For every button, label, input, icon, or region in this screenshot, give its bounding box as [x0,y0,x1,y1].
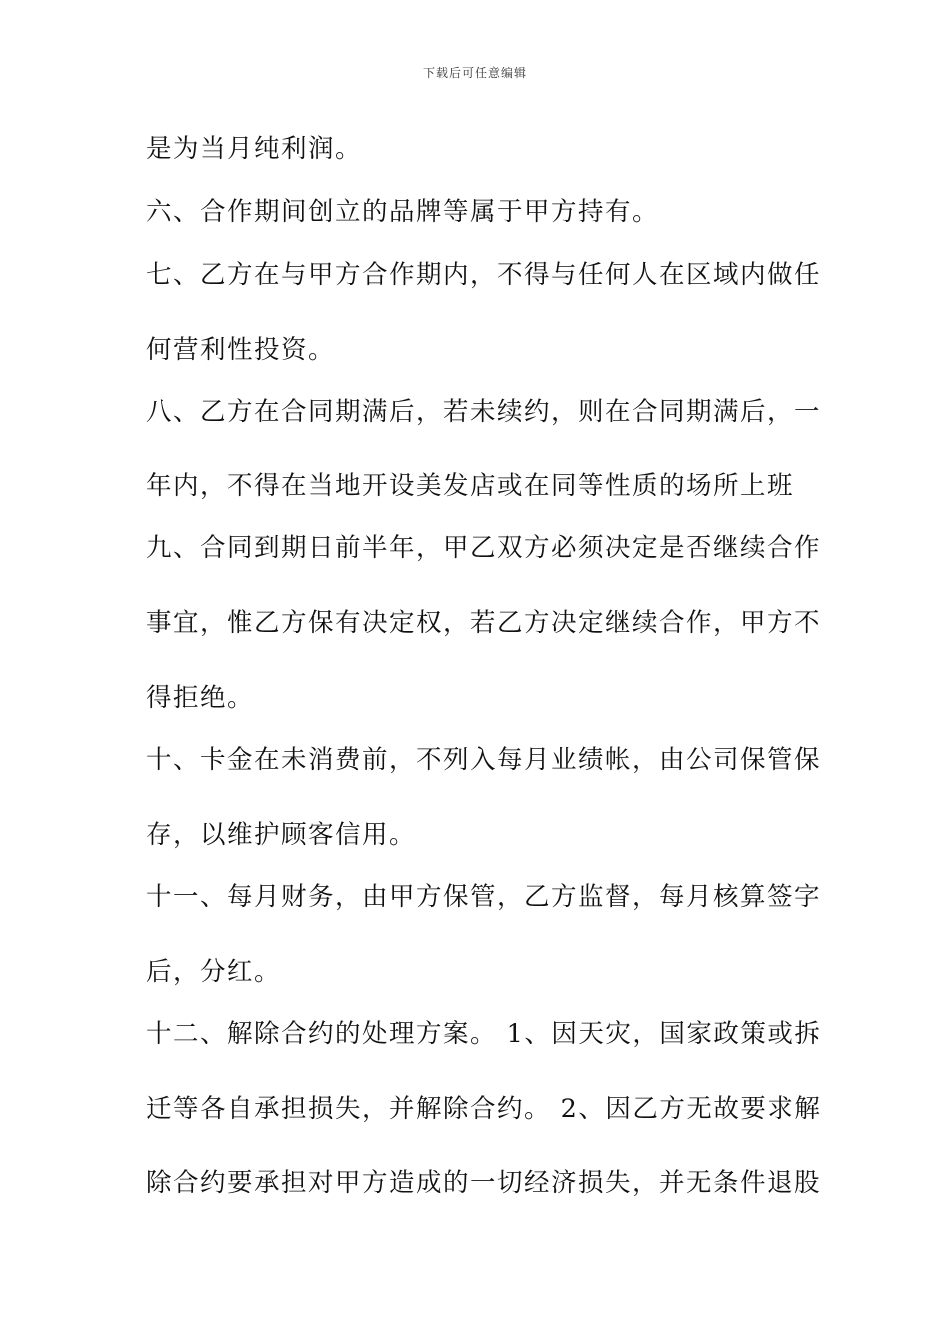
page-header: 下载后可任意编辑 [422,66,527,80]
text-line: 存，以维护顾客信用。 [146,820,417,850]
text-line: 迁等各自承担损失，并解除合约。 2、因乙方无故要求解 [146,1094,822,1124]
text-line: 八、乙方在合同期满后，若未续约，则在合同期满后，一 [146,397,822,427]
text-line: 十一、每月财务，由甲方保管，乙方监督，每月核算签字 [146,882,822,912]
text-line: 九、合同到期日前半年，甲乙双方必须决定是否继续合作 [146,533,822,563]
text-line: 七、乙方在与甲方合作期内，不得与任何人在区域内做任 [146,260,822,290]
text-line: 十二、解除合约的处理方案。 1、因天灾，国家政策或拆 [146,1019,822,1049]
text-line: 后，分红。 [146,957,282,987]
text-line: 十、卡金在未消费前，不列入每月业绩帐，由公司保管保 [146,745,822,775]
text-line: 何营利性投资。 [146,335,336,365]
text-line: 是为当月纯利润。 [146,134,363,164]
text-line: 得拒绝。 [146,683,255,713]
text-line: 年内，不得在当地开设美发店或在同等性质的场所上班 [146,471,795,501]
text-line: 事宜，惟乙方保有决定权，若乙方决定继续合作，甲方不 [146,608,822,638]
text-line: 六、合作期间创立的品牌等属于甲方持有。 [146,197,660,227]
text-line: 除合约要承担对甲方造成的一切经济损失，并无条件退股 [146,1168,822,1198]
